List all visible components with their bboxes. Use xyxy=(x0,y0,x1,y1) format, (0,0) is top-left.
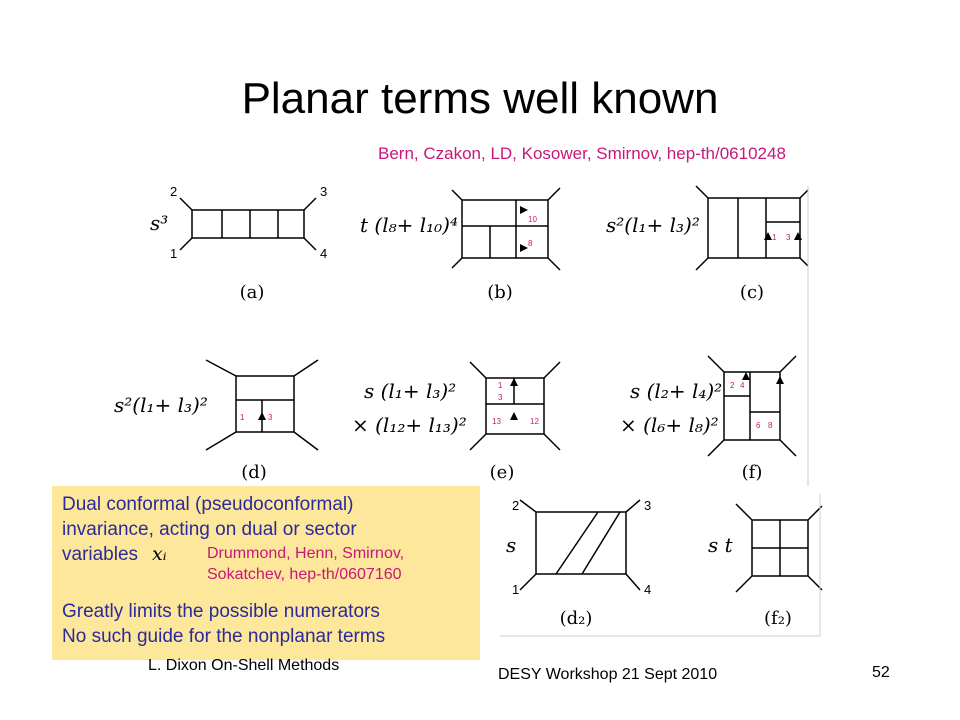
callout-box xyxy=(52,486,480,660)
callout-ref-line: Sokatchev, hep-th/0607160 xyxy=(207,566,402,583)
caption-f2: (f₂) xyxy=(764,608,792,629)
callout-line: No such guide for the nonplanar terms xyxy=(62,626,386,647)
momentum-label: 3 xyxy=(498,393,503,402)
prefactor-c: s²(l₁+ l₃)² xyxy=(606,213,700,237)
citation: Bern, Czakon, LD, Kosower, Smirnov, hep-th/0610248 xyxy=(378,144,786,163)
caption-b: (b) xyxy=(487,282,513,303)
diagram-d2 xyxy=(520,500,640,590)
momentum-label: 1 xyxy=(240,413,245,422)
momentum-label: 8 xyxy=(768,421,773,430)
leg-label: 3 xyxy=(644,498,652,513)
page-number: 52 xyxy=(872,664,890,681)
footer-event: DESY Workshop 21 Sept 2010 xyxy=(498,666,718,683)
momentum-label: 8 xyxy=(528,239,533,248)
callout-variables-label: variables xyxy=(62,544,139,565)
prefactor-a: s³ xyxy=(150,211,169,235)
caption-d2: (d₂) xyxy=(559,608,593,629)
prefactor-d: s²(l₁+ l₃)² xyxy=(114,393,208,417)
momentum-label: 10 xyxy=(528,215,537,224)
caption-d: (d) xyxy=(241,462,267,483)
momentum-label: 3 xyxy=(268,413,273,422)
leg-label: 1 xyxy=(170,246,178,261)
leg-label: 3 xyxy=(320,184,328,199)
caption-e: (e) xyxy=(489,462,515,483)
prefactor-e-line2: × (l₁₂+ l₁₃)² xyxy=(352,413,467,437)
momentum-label: 6 xyxy=(756,421,761,430)
slide-title: Planar terms well known xyxy=(241,74,719,123)
diagram-f xyxy=(708,356,796,456)
momentum-label: 1 xyxy=(498,381,503,390)
footer-author: L. Dixon On-Shell Methods xyxy=(148,657,340,674)
callout-line: Dual conformal (pseudoconformal) xyxy=(62,494,354,515)
callout-line: invariance, acting on dual or sector xyxy=(62,519,357,540)
dual-variable-symbol: xᵢ xyxy=(152,543,167,565)
diagram-a xyxy=(180,198,316,250)
callout-reference xyxy=(207,543,404,585)
leg-label: 4 xyxy=(644,582,652,597)
leg-label: 2 xyxy=(170,184,178,199)
prefactor-f-line1: s (l₂+ l₄)² xyxy=(630,379,723,403)
diagram-c xyxy=(696,186,808,270)
momentum-label: 2 xyxy=(730,381,735,390)
momentum-label: 12 xyxy=(530,417,539,426)
prefactor-f-line2: × (l₆+ l₈)² xyxy=(620,413,719,437)
caption-a: (a) xyxy=(239,282,265,303)
prefactor-d2: s xyxy=(506,533,517,557)
callout-line: Greatly limits the possible numerators xyxy=(62,601,380,622)
momentum-label: 13 xyxy=(492,417,501,426)
prefactor-e-line1: s (l₁+ l₃)² xyxy=(364,379,457,403)
callout-bottom xyxy=(62,599,385,649)
momentum-label: 1 xyxy=(772,233,777,242)
momentum-label: 4 xyxy=(740,381,745,390)
leg-label: 2 xyxy=(512,498,520,513)
diagram-d xyxy=(206,360,318,450)
leg-label: 4 xyxy=(320,246,328,261)
callout-ref-line: Drummond, Henn, Smirnov, xyxy=(207,545,405,562)
leg-label: 1 xyxy=(512,582,520,597)
momentum-label: 3 xyxy=(786,233,791,242)
caption-f: (f) xyxy=(741,462,763,483)
diagram-b xyxy=(452,188,560,270)
prefactor-f2: s t xyxy=(708,533,733,557)
caption-c: (c) xyxy=(739,282,765,303)
prefactor-b: t (l₈+ l₁₀)⁴ xyxy=(360,213,458,237)
diagram-e xyxy=(470,362,560,450)
diagram-f2 xyxy=(736,504,822,592)
